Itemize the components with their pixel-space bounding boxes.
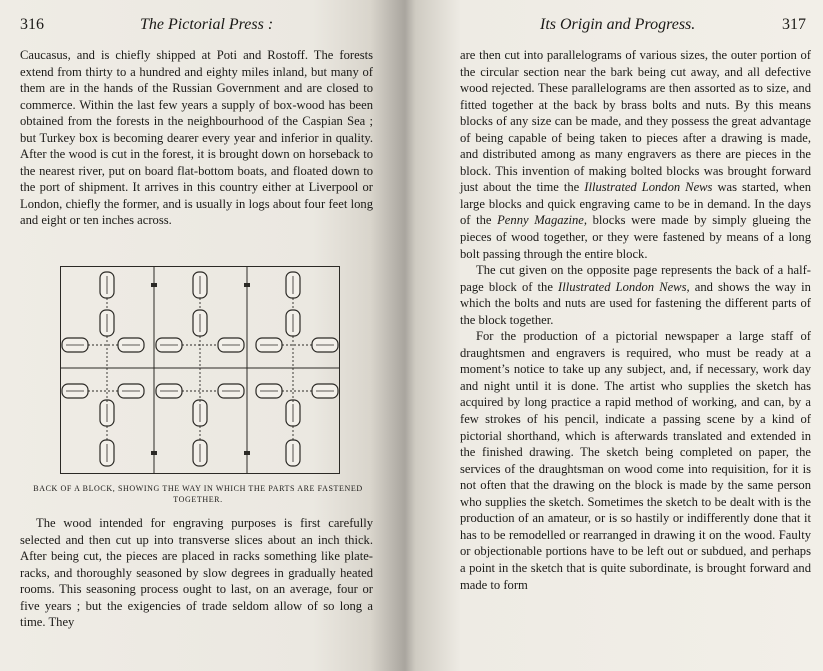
right-paragraph-1 <box>460 47 811 262</box>
text-span: blocks were made by simply glueing the pieces of wood together, or they were fastened by means of a long bolt passing through the entire block. <box>460 213 811 261</box>
left-page-header <box>0 16 410 36</box>
right-paragraph-2 <box>460 262 811 328</box>
left-paragraph-1: Caucasus, and is chiefly shipped at Poti and Rostoff. The forests extend from thirty to a hundred and eighty miles inland, but many of them are in the hands of the Russian Government and are closed to commerce. Within the last few years a supply of box-wood has been obtained from the forests in the neighbourhood of the Caspian Sea ; but Turkey box is becoming dearer every year and inferior in quality. After the wood is cut in the forest, it is brought down on horseback to the nearest river, put on board flat-bottom boats, and floated down to the port of shipment. It arrives in this country either at Liverpool or London, chiefly the former, and is usually in logs about four feet long and eight or ten inches across. <box>20 48 373 228</box>
right-paragraph-3: For the production of a pictorial newspaper a large staff of draughtsmen and engravers is required, who must be ready at a moment’s notice to take up any subject, and, if necessary, work day and night until it is done. The artist who supplies the sketch has acquired by long practice a rapid method of working, and can, by a few strokes of his pencil, indicate a passing scene by a kind of pictorial shorthand, which is afterwards translated and extended in the finished drawing. The sketch being completed on paper, the services of the draughtsman on wood come into requisition, for it is not often that the drawing on the block is made by the same person who supplies the sketch. Sometimes the sketch to be dealt with is the production of an amateur, or is so hastily or indifferently done that it has to be remodelled or rearranged in drawing it on the wood. Faulty or objectionable portions have to be left out or subdued, and perhaps a point in the sketch that is quite subordinate, is brought forward and made to form <box>460 329 811 592</box>
left-text-bottom <box>20 515 373 631</box>
left-running-head: The Pictorial Press : <box>140 16 274 33</box>
left-page <box>0 0 410 671</box>
left-page-number: 316 <box>20 16 44 33</box>
text-span: was started, when large blocks and quick engraving came to be in demand. In the days of the <box>460 180 811 228</box>
italic-title-span: Illustrated London News, <box>558 279 690 294</box>
right-page-number: 317 <box>782 16 806 33</box>
block-back-illustration <box>60 266 340 474</box>
block-diagram <box>61 267 339 473</box>
left-text-top <box>20 47 373 229</box>
seam-notch <box>151 283 157 287</box>
right-page <box>414 0 823 671</box>
right-text <box>460 47 811 593</box>
italic-title-span: Penny Magazine, <box>497 213 588 228</box>
text-span: are then cut into parallelograms of various sizes, the outer portion of the circular section near the bark being cut away, and all defective wood rejected. These parallelograms are then assorted as to size, and fitted together at the back by brass bolts and nuts. By this means blocks of any size can be made, and they possess the great advantage of being capable of being taken to pieces after a drawing is made, and distributed among as many engravers as there are pieces in the block. This invention of making bolted blocks was brought forward just about the time the <box>460 48 811 195</box>
text-span: and shows the way in which the bolts and nuts are used for fastening the different parts of the block together. <box>460 279 811 327</box>
figure-caption: BACK OF A BLOCK, SHOWING THE WAY IN WHICH THE PARTS ARE FASTENED TOGETHER. <box>33 484 363 504</box>
right-page-header <box>414 16 823 36</box>
seam-notch <box>244 283 250 287</box>
left-paragraph-2: The wood intended for engraving purposes is first carefully selected and then cut up into transverse slices about an inch thick. After being cut, the pieces are placed in racks something like plate-racks, and thoroughly seasoned by slow degrees in gradually heated rooms. This seasoning process ought to last, on an average, four or five years ; but the exigencies of trade seldom allow of so long a time. They <box>20 516 373 630</box>
text-span: The cut given on the opposite page represents the back of a half-page block of the <box>460 263 811 294</box>
italic-title-span: Illustrated London News <box>584 180 713 195</box>
right-running-head: Its Origin and Progress. <box>540 16 696 33</box>
seam-notch <box>151 451 157 455</box>
seam-notch <box>244 451 250 455</box>
